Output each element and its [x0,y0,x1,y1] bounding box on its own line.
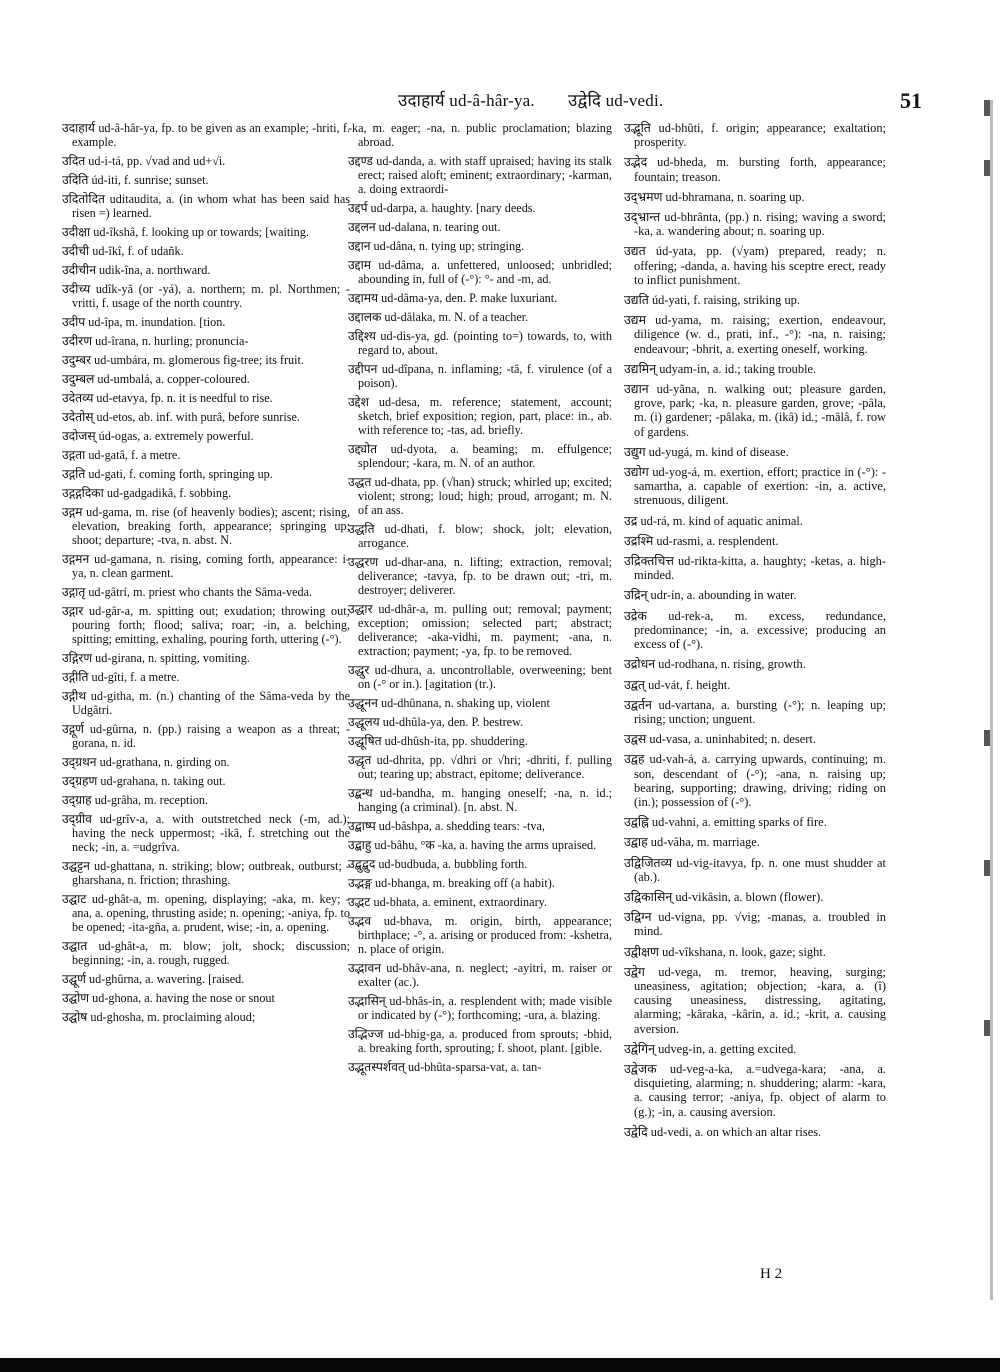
dictionary-entry: उद्रश्मि ud-rasmi, a. resplendent. [624,533,779,548]
dictionary-entry: उद्यमिन् udyam-in, a. id.; taking trouble. [624,361,817,376]
dictionary-entry: उदेतोस् ud-etos, ab. inf. with purâ, before sunrise. [62,410,300,424]
dictionary-entry: उद्भव ud-bhava, m. origin, birth, appearance; birthplace; -°, a. arising or produced from: -kshetra, n. place of origin. [348,914,612,956]
dictionary-entry: उद्घट्टन ud-ghattana, n. striking; blow; outbreak, outburst; -gharshana, n. friction; thrashing. [62,859,350,887]
dictionary-entry: उद्यम ud-yama, m. raising; exertion, endeavour, diligence (w. d., prati, inf., -°): -na, n. raising; endeavour; -bhrit, a. exerting oneself, working. [624,313,886,356]
dictionary-entry: उद्गीथ ud-githa, m. (n.) chanting of the Sâma-veda by the Udgâtri. [62,689,350,717]
dictionary-entry: उद्धार ud-dhâr-a, m. pulling out; removal; payment; exception; omission; selected part; abstract; deliverance; -aka-vidhi, m. payment; -ana, n. extraction; payment; -ya, fp. to be removed. [348,602,612,658]
dictionary-entry: उद्घाट ud-ghât-a, m. opening, displaying; -aka, m. key; -ana, a. opening, thrusting aside; n. opening; -aniya, fp. to be opened; -ita-gña, a. prudent, wise; -in, a. opening. [62,892,350,934]
dictionary-entry: उद्विकासिन् ud-vikâsin, a. blown (flower). [624,889,824,904]
dictionary-entry: उद्ग्राह ud-grâha, m. reception. [62,793,209,807]
scan-bottom-border [0,1358,1000,1372]
dictionary-entry: उद्घूर्ण ud-ghûrna, a. wavering. [raised. [62,972,245,986]
dictionary-entry: उदीरण ud-îrana, n. hurling; pronuncia- [62,334,249,348]
dictionary-entry: उद्वह ud-vah-á, a. carrying upwards, continuing; m. son, descendant of (-°); -ana, n. raising up; bearing, supporting; drawing, driving; riding on (in.); possession of (-°). [624,752,886,809]
dictionary-entry: उद्ग्रहण ud-grahana, n. taking out. [62,774,226,788]
dictionary-entry: उद्बाहु ud-bâhu, °क -ka, a. having the arms upraised. [348,838,597,852]
dictionary-entry: उद्भ्रमण ud-bhramana, n. soaring up. [624,189,805,204]
dictionary-entry: उद्भिज्ज ud-bhig-ga, a. produced from sprouts; -bhid, a. breaking forth, sprouting; f. shoot, plant. [gible. [348,1027,612,1055]
dictionary-entry: उद्भेद ud-bheda, m. bursting forth, appearance; fountain; treason. [624,155,886,184]
dictionary-entry: उदितोदित uditaudita, a. (in whom what has been said has risen =) learned. [62,192,350,220]
dictionary-entry: उद्दिश्य ud-dis-ya, gd. (pointing to=) towards, to, with regard to, about. [348,329,612,357]
dictionary-entry: उद्वेदि ud-vedi, a. on which an altar rises. [624,1124,822,1139]
page-edge-mark [984,160,990,176]
dictionary-entry: उदीक्षा ud-îkshâ, f. looking up or towards; [waiting. [62,225,309,239]
dictionary-entry: उद्गमन ud-gamana, n. rising, coming forth, appearance: i-ya, n. clean garment. [62,552,350,580]
dictionary-entry: उद्भावन ud-bhâv-ana, n. neglect; -ayitri, m. raiser or exalter (ac.). [348,961,612,989]
dictionary-entry: उद्गति ud-gati, f. coming forth, springing up. [62,467,273,481]
dictionary-entry: -ka, m. eager; -na, n. public proclamation; blazing abroad. [348,121,612,149]
column-3 [624,121,886,1145]
dictionary-entry: उद्बन्ध ud-bandha, m. hanging oneself; -na, n. id.; hanging (a criminal). [n. abst. N. [348,786,612,814]
page-edge-mark [984,860,990,876]
column-2 [348,121,612,1079]
dictionary-entry: उद्भासिन् ud-bhâs-in, a. resplendent with; made visible or indicated by (-°); forthcoming; -ura, a. blazing. [348,994,612,1022]
dictionary-entry: उद्धुर ud-dhura, a. uncontrollable, overweening; bent on (-° or in.). [agitation (tr.). [348,663,612,691]
running-head-left: उदाहार्य ud-â-hâr-ya. [398,91,535,110]
dictionary-entry: उदेतव्य ud-etavya, fp. n. it is needful to rise. [62,391,273,405]
dictionary-entry: उद्भूति ud-bhûti, f. origin; appearance; exaltation; prosperity. [624,121,886,150]
dictionary-entry: उद्गम ud-gama, m. rise (of heavenly bodies); ascent; rising, elevation, breaking forth, appearance; springing up; shoot; departure; -tva, n. abst. N. [62,505,350,547]
dictionary-entry: उद्धृत ud-dhrita, pp. √dhri or √hri; -dhriti, f. pulling out; tearing up; abstract, epitome; deliverance. [348,753,612,781]
dictionary-entry: उद्युग ud-yugá, m. kind of disease. [624,444,789,459]
dictionary-entry: उदिति úd-iti, f. sunrise; sunset. [62,173,209,187]
dictionary-entry: उद्यति úd-yati, f. raising, striking up. [624,293,800,308]
dictionary-entry: उद्दर्प ud-darpa, a. haughty. [nary deeds. [348,201,536,215]
dictionary-entry: उदीप ud-îpa, m. inundation. [tion. [62,315,226,329]
dictionary-entry: उदुम्बर ud-umbára, m. glomerous fig-tree; its fruit. [62,353,304,367]
dictionary-entry: उदीची ud-îkî, f. of udañk. [62,244,184,258]
dictionary-entry: उद्र ud-rá, m. kind of aquatic animal. [624,513,803,528]
dictionary-entry: उद्ग्रथन ud-grathana, n. girding on. [62,755,230,769]
dictionary-entry: उद्दान ud-dâna, n. tying up; stringing. [348,239,525,253]
dictionary-entry: उद्भट ud-bhata, a. eminent, extraordinary. [348,895,547,909]
dictionary-entry: उद्भ्रान्त ud-bhrânta, (pp.) n. rising; waving a sword; -ka, a. wandering about; n. soaring up. [624,210,886,239]
dictionary-entry: उद्वीक्षण ud-vîkshana, n. look, gaze; sight. [624,944,826,959]
dictionary-entry: उद्गूर्ण ud-gûrna, n. (pp.) raising a weapon as a threat; -gorana, n. id. [62,722,350,750]
page-edge-mark [984,730,990,746]
signature-mark: H 2 [760,1266,783,1282]
dictionary-entry: उद्ग्रीव ud-grîv-a, a. with outstretched neck (-m, ad.); having the neck uppermost; -ikâ, f. stretching out the neck; -in, a. =udgrîva. [62,812,350,854]
dictionary-entry: उद्घोण ud-ghona, a. having the nose or snout [62,991,275,1005]
dictionary-entry: उद्रिक्तचित्त ud-rikta-kitta, a. haughty; -ketas, a. high-minded. [624,554,886,583]
dictionary-entry: उद्वाह ud-vâha, m. marriage. [624,835,760,850]
dictionary-entry: उद्गद्गदिका ud-gadgadikâ, f. sobbing. [62,486,232,500]
dictionary-entry: उदुम्बल ud-umbalá, a. copper-coloured. [62,372,250,386]
dictionary-entry: उद्वेग ud-vega, m. tremor, heaving, surging; uneasiness, agitation; objection; -kara, a. (î) causing uneasiness, distressing, agitating, alarming; -kâraka, -kârin, a. id.; -krit, a. causing aversion. [624,964,886,1036]
dictionary-entry: उद्दाम ud-dâma, a. unfettered, unloosed; unbridled; abounding in, full of (-°): °- and -m, ad. [348,258,612,286]
dictionary-entry: उद्वेगिन् udveg-in, a. getting excited. [624,1041,797,1056]
dictionary-entry: उद्रेक ud-rek-a, m. excess, redundance, predominance; -in, a. excessive; producing an excess of (-°). [624,608,886,652]
column-1 [62,121,350,1029]
dictionary-entry: उद्दलन ud-dalana, n. tearing out. [348,220,501,234]
dictionary-entry: उद्घोष ud-ghosha, m. proclaiming aloud; [62,1010,256,1024]
running-head-right: उद्वेदि ud-vedi. [568,91,664,110]
dictionary-entry: उद्दामय ud-dâma-ya, den. P. make luxuriant. [348,291,558,305]
dictionary-entry: उद्दालक ud-dâlaka, m. N. of a teacher. [348,310,529,324]
dictionary-entry: उद्भूतस्पर्शवत् ud-bhûta-sparsa-vat, a. tan- [348,1060,542,1074]
dictionary-entry: उद्धरण ud-dhar-ana, n. lifting; extraction, removal; deliverance; -tavya, fp. to be drawn out; -tri, m. destroyer; deliverer. [348,555,612,597]
dictionary-entry: उदोजस् úd-ogas, a. extremely powerful. [62,429,254,443]
dictionary-entry: उद्धूषित ud-dhûsh-ita, pp. shuddering. [348,734,528,748]
dictionary-entry: उद्बाष्प ud-bâshpa, a. shedding tears: -tva, [348,819,545,833]
dictionary-entry: उद्बुद्बुद ud-budbuda, a. bubbling forth. [348,857,528,871]
dictionary-entry: उद्धूनन ud-dhûnana, n. shaking up, violent [348,696,550,710]
dictionary-entry: उद्द्योत ud-dyota, a. beaming; m. effulgence; splendour; -kara, m. N. of an author. [348,442,612,470]
dictionary-entry: उद्वर्तन ud-vartana, a. bursting (-°); n. leaping up; rising; unction; unguent. [624,697,886,726]
dictionary-entry: उद्वस ud-vasa, a. uninhabited; n. desert. [624,732,816,747]
dictionary-entry: उद्धूलय ud-dhûla-ya, den. P. bestrew. [348,715,524,729]
dictionary-entry: उद्रोधन ud-rodhana, n. rising, growth. [624,657,806,672]
dictionary-entry: उद्विजितव्य ud-vig-itavya, fp. n. one must shudder at (ab.). [624,855,886,884]
dictionary-entry: उद्धति ud-dhati, f. blow; shock, jolt; elevation, arrogance. [348,522,612,550]
page-edge-rule [990,100,993,1300]
dictionary-entry: उद्यान ud-yãna, n. walking out; pleasure garden, grove, park; -ka, n. pleasure garden, grove; -pâla, m. (i) gardener; -pâlaka, m. (ikâ) id.; -mâlâ, f. row of gardens. [624,382,886,439]
dictionary-entry: उदाहार्य ud-â-hâr-ya, fp. to be given as an example; -hriti, f. example. [62,121,350,149]
dictionary-entry: उदित ud-i-tá, pp. √vad and ud+√i. [62,154,226,168]
dictionary-entry: उद्वह्नि ud-vahni, a. emitting sparks of fire. [624,815,827,830]
dictionary-entry: उद्घात ud-ghât-a, m. blow; jolt, shock; discussion; beginning; -in, a. rough, rugged. [62,939,350,967]
dictionary-entry: उद्भङ्ग ud-bhanga, m. breaking off (a habit). [348,876,555,890]
dictionary-entry: उद्देश ud-desa, m. reference; statement, account; sketch, brief exposition; region, part, place: in., ab. with reference to; -tas, ad. briefly. [348,395,612,437]
page-edge-mark [984,1020,990,1036]
page-edge-mark [984,100,990,116]
dictionary-entry: उद्गार ud-gâr-a, m. spitting out; exudation; throwing out; pouring forth; flood; saliva; roar; -in, a. belching, spitting; emitting, exhaling, pouring forth, uttering (-°). [62,604,350,646]
dictionary-entry: उद्दण्ड ud-danda, a. with staff upraised; having its stalk erect; raised aloft; eminent; extraordinary; -karman, a. doing extraordi- [348,154,612,196]
dictionary-entry: उद्गिरण ud-girana, n. spitting, vomiting. [62,651,250,665]
page-number: 51 [900,88,922,113]
dictionary-entry: उद्योग ud-yog-á, m. exertion, effort; practice in (-°): -samartha, a. capable of exertion: -in, a. active, strenuous, diligent. [624,465,886,508]
dictionary-entry: उद्वत् ud-vát, f. height. [624,677,731,692]
dictionary-entry: उदीचीन udik-îna, a. northward. [62,263,211,277]
dictionary-entry: उद्गीति ud-gîti, f. a metre. [62,670,180,684]
dictionary-entry: उद्दीपन ud-dîpana, n. inflaming; -tâ, f. virulence (of a poison). [348,362,612,390]
dictionary-entry: उद्गता ud-gatâ, f. a metre. [62,448,181,462]
dictionary-entry: उद्गातृ ud-gâtrí, m. priest who chants the Sâma-veda. [62,585,313,599]
dictionary-entry: उद्रिन् udr-ín, a. abounding in water. [624,588,797,603]
dictionary-entry: उद्यत úd-yata, pp. (√yam) prepared, ready; n. offering; -danda, a. having his sceptre erect, ready to inflict punishment. [624,244,886,287]
dictionary-entry: उद्धत ud-dhata, pp. (√han) struck; whirled up; excited; violent; strong; loud; high; proud, arrogant; m. N. of an ass. [348,475,612,517]
dictionary-entry: उदीच्य udîk-yã (or -yá), a. northern; m. pl. Northmen; -vritti, f. usage of the north country. [62,282,350,310]
dictionary-entry: उद्वेजक ud-veg-a-ka, a.=udvega-kara; -ana, a. disquieting, alarming; n. shuddering; alarm: -kara, a. causing terror; -aniya, fp. object of alarm to (g.); -in, a. causing aversion. [624,1061,886,1119]
dictionary-entry: उद्विग्न ud-vigna, pp. √vig; -manas, a. troubled in mind. [624,910,886,939]
